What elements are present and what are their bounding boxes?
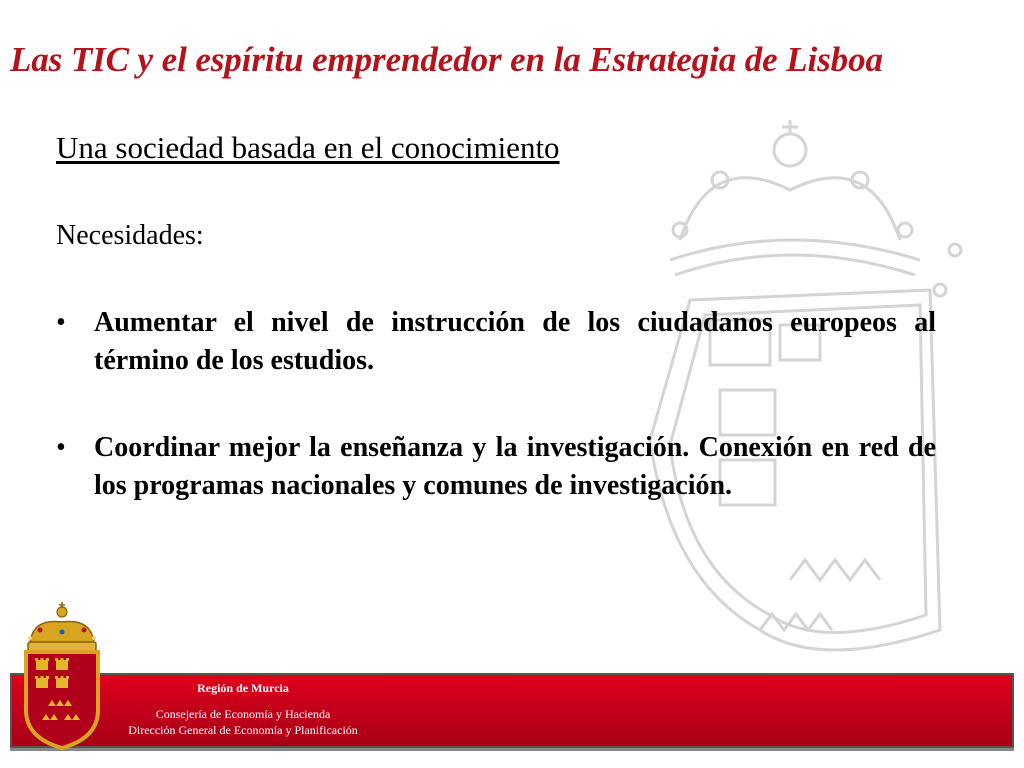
slide-title: Las TIC y el espíritu emprendedor en la Estrategia de Lisboa — [10, 40, 883, 79]
footer-directorate: Dirección General de Economía y Planificación — [128, 723, 358, 737]
footer-department: Consejería de Economía y Hacienda — [155, 707, 331, 721]
footer-text — [100, 680, 386, 738]
slide-content — [56, 130, 936, 554]
bullet-item — [56, 304, 936, 380]
bullet-item — [56, 429, 936, 505]
bullet-list — [56, 304, 936, 505]
bullet-text: Aumentar el nivel de instrucción de los ciudadanos europeos al término de los estudios. — [94, 307, 936, 376]
region-de-murcia-coat-of-arms-icon — [20, 600, 104, 752]
needs-label: Necesidades: — [56, 220, 204, 251]
footer-region: Región de Murcia — [197, 681, 289, 695]
bullet-marker: • — [56, 432, 66, 463]
section-heading: Una sociedad basada en el conocimiento — [56, 130, 560, 165]
bullet-text: Coordinar mejor la enseñanza y la investigación. Conexión en red de los programas nacionales y comunes de investigación. — [94, 432, 936, 501]
bullet-marker: • — [56, 307, 66, 338]
